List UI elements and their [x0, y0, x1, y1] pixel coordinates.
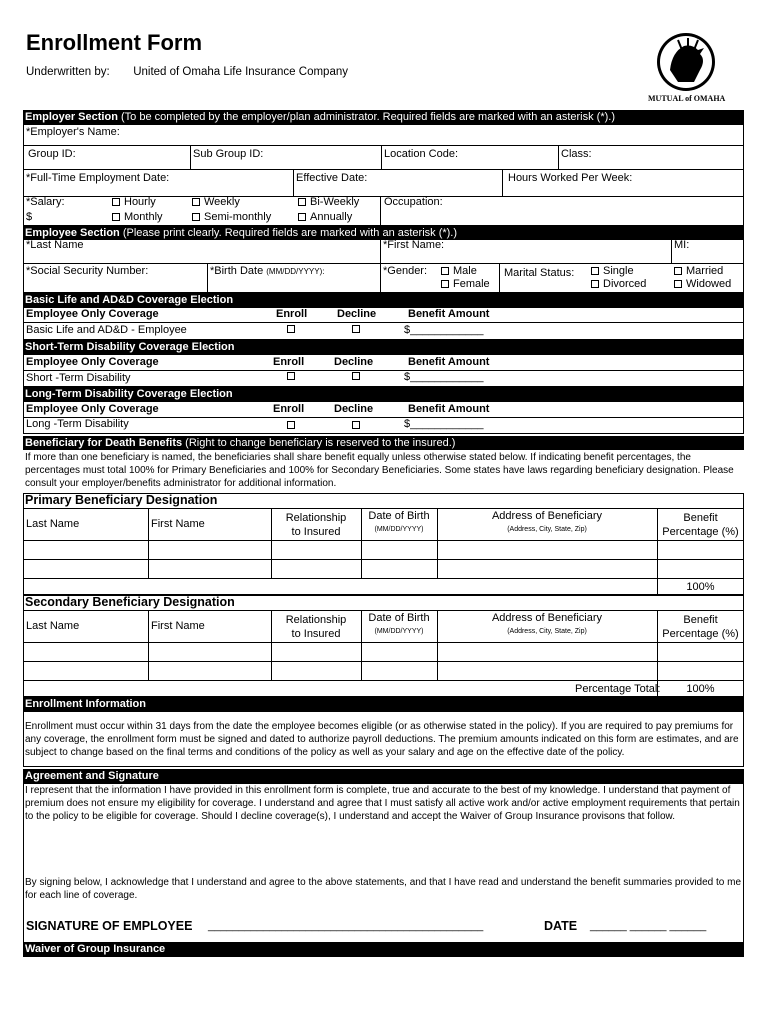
ltd-benefit-header: Benefit Amount [408, 403, 490, 415]
ltd-decline-header: Decline [334, 403, 374, 415]
weekly-option[interactable]: Weekly [192, 196, 240, 208]
ltd-enroll-header: Enroll [273, 403, 305, 415]
primary-address-header: Address of Beneficiary (Address, City, State, Zip) [491, 510, 603, 533]
secondary-dob-header: Date of Birth (MM/DD/YYYY) [368, 612, 430, 635]
annually-option[interactable]: Annually [298, 211, 352, 223]
ltd-header: Employee Only Coverage [26, 403, 159, 415]
ltd-row-label: Long -Term Disability [26, 418, 129, 430]
secondary-first-name-header: First Name [151, 620, 205, 632]
secondary-relationship-header: Relationship to Insured [285, 614, 347, 640]
mi-field[interactable]: MI: [674, 239, 690, 251]
ssn-field[interactable]: *Social Security Number: [26, 265, 149, 277]
location-code-field[interactable]: Location Code: [384, 148, 458, 160]
married-checkbox[interactable] [674, 267, 682, 275]
std-amount-field[interactable]: $____________ [404, 371, 484, 383]
std-row-label: Short -Term Disability [26, 372, 131, 384]
beneficiary-title: Beneficiary for Death Benefits [25, 437, 183, 449]
female-option[interactable]: Female [441, 278, 490, 290]
percentage-total-label: Percentage Total: [575, 683, 661, 695]
employer-section-title: Employer Section [25, 111, 118, 123]
beneficiary-note: (Right to change beneficiary is reserved to the insured.) [185, 437, 456, 449]
married-option[interactable]: Married [674, 265, 723, 277]
hourly-option[interactable]: Hourly [112, 196, 156, 208]
sub-group-id-field[interactable]: Sub Group ID: [193, 148, 264, 160]
benefit-amount-header: Benefit Amount [408, 308, 490, 320]
salary-label: *Salary: [26, 196, 65, 208]
ltd-bar: Long-Term Disability Coverage Election [23, 387, 744, 401]
basic-amount-field[interactable]: $____________ [404, 324, 484, 336]
primary-first-name-header: First Name [151, 518, 205, 530]
last-name-field[interactable]: *Last Name [26, 239, 84, 251]
employer-section-bar [23, 110, 744, 124]
signature-label: SIGNATURE OF EMPLOYEE [26, 919, 193, 933]
ltd-enroll-checkbox[interactable] [287, 419, 299, 431]
class-field[interactable]: Class: [561, 148, 592, 160]
secondary-address-header: Address of Beneficiary (Address, City, State, Zip) [491, 612, 603, 635]
agreement-text-1: I represent that the information I have provided in this enrollment form is complete, true and accurate to the best of my knowledge. I understand that payment of premium does not ensure my eligibility for coverage. I understand and agree that I must satisfy all active work and/or active employment requirements that pertain to the policy to be eligible for coverage. Should I decline coverage(s), I understand and accept the Waiver of Group Insurance provisons that follow. [25, 785, 740, 822]
divorced-option[interactable]: Divorced [591, 278, 646, 290]
semimonthly-option[interactable]: Semi-monthly [192, 211, 271, 223]
std-enroll-header: Enroll [273, 356, 305, 368]
effective-date-field[interactable]: Effective Date: [296, 172, 368, 184]
salary-dollar[interactable]: $ [26, 211, 33, 223]
widowed-checkbox[interactable] [674, 280, 682, 288]
ft-employment-date-field[interactable]: *Full-Time Employment Date: [26, 172, 170, 184]
beneficiary-bar [23, 436, 744, 450]
basic-decline-checkbox[interactable] [352, 323, 364, 335]
enroll-header: Enroll [276, 308, 308, 320]
widowed-option[interactable]: Widowed [674, 278, 731, 290]
secondary-last-name-header: Last Name [26, 620, 80, 632]
gender-label: *Gender: [383, 265, 428, 277]
primary-dob-header: Date of Birth (MM/DD/YYYY) [368, 510, 430, 533]
monthly-option[interactable]: Monthly [112, 211, 163, 223]
primary-total: 100% [686, 581, 715, 593]
employee-section-title: Employee Section [25, 227, 120, 239]
basic-life-bar: Basic Life and AD&D Coverage Election [23, 293, 744, 307]
enrollment-info-text: Enrollment must occur within 31 days from the date the employee becomes eligible (or as otherwise stated in the policy). If you are required to pay premiums for any coverage, the enrollment form must be signed and dated to authorize payroll deductions. The premium amounts indicated on this form are estimates, and are subject to change based on the final terms and conditions of the policy as well as your salary and age on the effective date of the policy. [25, 721, 739, 758]
underwritten-label: Underwritten by: [26, 66, 110, 78]
biweekly-option[interactable]: Bi-Weekly [298, 196, 359, 208]
birth-date-field[interactable]: *Birth Date (MM/DD/YYYY): [210, 265, 325, 277]
signature-line[interactable]: _____________________________________________ [208, 920, 484, 932]
date-label: DATE [544, 919, 578, 933]
employer-name-field[interactable]: *Employer's Name: [26, 126, 120, 138]
ltd-decline-checkbox[interactable] [352, 419, 364, 431]
male-option[interactable]: Male [441, 265, 477, 277]
group-id-field[interactable]: Group ID: [28, 148, 76, 160]
semimonthly-checkbox[interactable] [192, 213, 200, 221]
std-header: Employee Only Coverage [26, 356, 159, 368]
single-option[interactable]: Single [591, 265, 634, 277]
decline-header: Decline [337, 308, 377, 320]
primary-title: Primary Beneficiary Designation [25, 493, 218, 507]
monthly-checkbox[interactable] [112, 213, 120, 221]
std-benefit-header: Benefit Amount [408, 356, 490, 368]
waiver-bar: Waiver of Group Insurance [23, 942, 744, 956]
agreement-text-2: By signing below, I acknowledge that I understand and agree to the above statements, and that I have read and understand the benefit summaries provided to me for each line of coverage. [25, 877, 742, 901]
annually-checkbox[interactable] [298, 213, 306, 221]
secondary-benefit-header: Benefit Percentage (%) [662, 614, 739, 640]
single-checkbox[interactable] [591, 267, 599, 275]
weekly-checkbox[interactable] [192, 198, 200, 206]
ltd-amount-field[interactable]: $____________ [404, 418, 484, 430]
marital-status-label: Marital Status: [504, 267, 575, 279]
underwritten-value: United of Omaha Life Insurance Company [133, 66, 348, 78]
employee-section-note: (Please print clearly. Required fields are marked with an asterisk (*).) [122, 227, 458, 239]
hourly-checkbox[interactable] [112, 198, 120, 206]
page-title: Enrollment Form [26, 30, 203, 55]
enrollment-info-bar: Enrollment Information [23, 697, 744, 711]
divorced-checkbox[interactable] [591, 280, 599, 288]
logo-text: MUTUAL of OMAHA [648, 94, 726, 103]
mutual-of-omaha-logo [648, 30, 732, 106]
std-decline-checkbox[interactable] [352, 370, 364, 382]
basic-enroll-checkbox[interactable] [287, 323, 299, 335]
basic-life-header: Employee Only Coverage [26, 308, 159, 320]
hours-worked-field[interactable]: Hours Worked Per Week: [508, 172, 633, 184]
employee-section-bar [23, 226, 744, 240]
date-line[interactable]: ______ ______ ______ [590, 920, 707, 932]
secondary-total: 100% [686, 683, 715, 695]
primary-relationship-header: Relationship to Insured [285, 512, 347, 538]
employer-section-note: (To be completed by the employer/plan administrator. Required fields are marked with an asterisk (*).) [120, 111, 615, 123]
biweekly-checkbox[interactable] [298, 198, 306, 206]
secondary-title: Secondary Beneficiary Designation [25, 595, 235, 609]
agreement-bar: Agreement and Signature [23, 769, 744, 783]
std-bar: Short-Term Disability Coverage Election [23, 340, 744, 354]
female-checkbox[interactable] [441, 280, 449, 288]
std-enroll-checkbox[interactable] [287, 370, 299, 382]
underwritten-by [26, 66, 348, 78]
basic-life-row-label: Basic Life and AD&D - Employee [26, 324, 187, 336]
occupation-field[interactable]: Occupation: [384, 196, 443, 208]
beneficiary-intro: If more than one beneficiary is named, the beneficiaries shall share benefit equally unless otherwise stated below. If indicating benefit percentages, the percentages must total 100% for Primary Beneficiaries and 100% for Secondary Beneficiaries. Some states have laws regarding beneficiary designation. Please consult your employer/benefits administrator for additional information. [25, 452, 734, 489]
male-checkbox[interactable] [441, 267, 449, 275]
primary-last-name-header: Last Name [26, 518, 80, 530]
primary-benefit-header: Benefit Percentage (%) [662, 512, 739, 538]
first-name-field[interactable]: *First Name: [383, 239, 445, 251]
std-decline-header: Decline [334, 356, 374, 368]
